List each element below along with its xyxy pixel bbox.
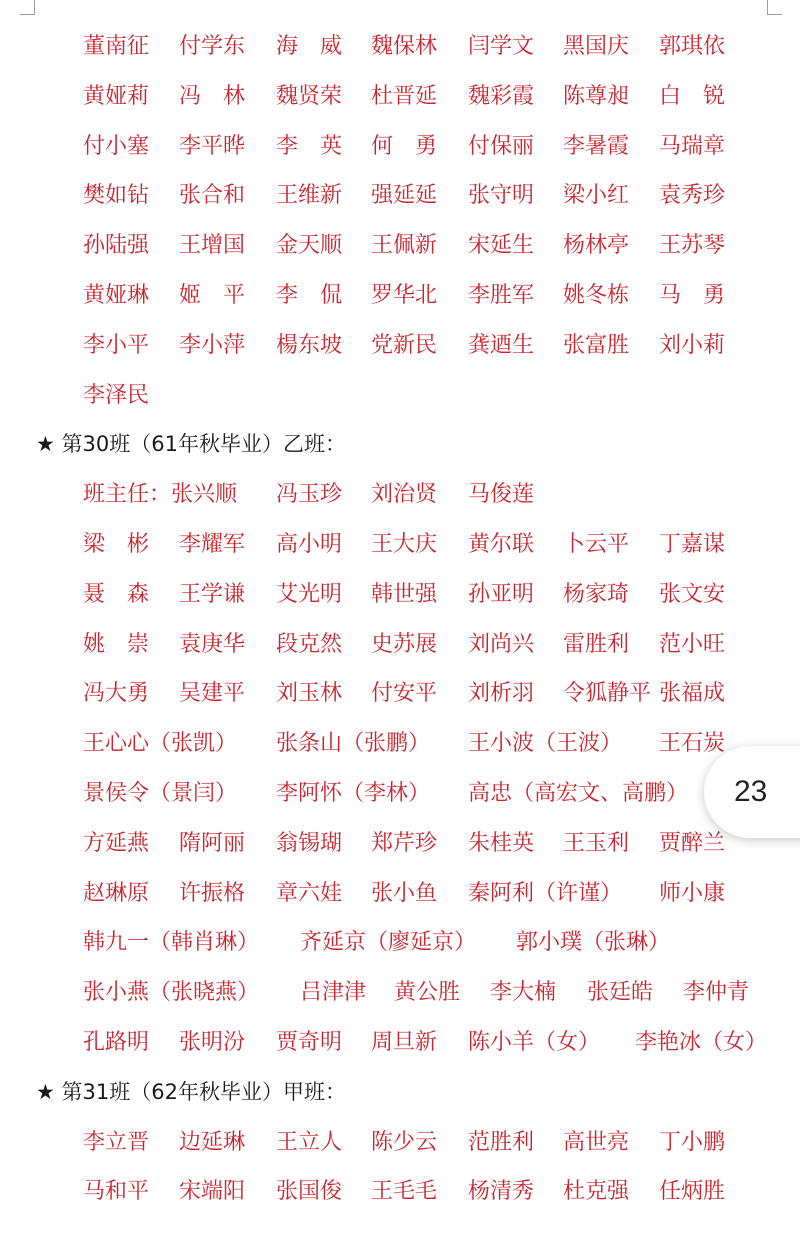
student-name: 李胜军 bbox=[468, 282, 535, 308]
student-name: 冯玉珍 bbox=[276, 482, 343, 508]
name-list-document bbox=[0, 22, 800, 1217]
name-row bbox=[0, 122, 800, 172]
student-name: 陈尊昶 bbox=[563, 83, 630, 109]
student-name: 李立晋 bbox=[83, 1129, 150, 1155]
student-name: 袁庚华 bbox=[179, 631, 246, 657]
student-name: 李大楠 bbox=[490, 980, 557, 1006]
student-name: 李暑霞 bbox=[563, 133, 630, 159]
student-name: 韩世强 bbox=[371, 581, 438, 607]
student-name: 王毛毛 bbox=[371, 1179, 438, 1205]
student-name: 何 勇 bbox=[371, 133, 438, 159]
student-name: 魏保林 bbox=[371, 34, 438, 59]
student-name: 龚迺生 bbox=[468, 332, 535, 358]
student-name: 艾光明 bbox=[276, 581, 343, 607]
student-name: 贾奇明 bbox=[276, 1029, 343, 1055]
student-name: 张廷皓 bbox=[587, 980, 654, 1006]
section-heading-row bbox=[0, 1068, 800, 1118]
student-name: 李艳冰（女） bbox=[635, 1029, 768, 1055]
student-name: 陈少云 bbox=[371, 1129, 438, 1155]
name-row bbox=[0, 171, 800, 221]
student-name: 张福成 bbox=[659, 681, 726, 707]
student-name: 楊东坡 bbox=[276, 332, 343, 358]
student-name: 张富胜 bbox=[563, 332, 630, 358]
student-name: 李阿怀（李林） bbox=[276, 780, 431, 806]
student-name: 周旦新 bbox=[371, 1029, 438, 1055]
student-name: 郭琪依 bbox=[659, 34, 726, 59]
name-row bbox=[0, 769, 800, 819]
name-row bbox=[0, 1118, 800, 1168]
student-name: 杨清秀 bbox=[468, 1179, 535, 1205]
student-name: 高忠（高宏文、高鹏） bbox=[468, 780, 689, 806]
student-name: 杨家琦 bbox=[563, 581, 630, 607]
student-name: 王大庆 bbox=[371, 531, 438, 557]
student-name: 李小平 bbox=[83, 332, 150, 358]
student-name: 令狐静平 bbox=[563, 681, 652, 707]
student-name: 李仲青 bbox=[683, 980, 750, 1006]
student-name: 张条山（张鹏） bbox=[276, 731, 431, 757]
student-name: 边延琳 bbox=[179, 1129, 246, 1155]
student-name: 高小明 bbox=[276, 531, 343, 557]
name-row bbox=[0, 72, 800, 122]
student-name: 刘尚兴 bbox=[468, 631, 535, 657]
student-name: 刘小莉 bbox=[659, 332, 726, 358]
student-name: 许振格 bbox=[179, 880, 246, 906]
student-name: 秦阿利（许谨） bbox=[468, 880, 623, 906]
name-row bbox=[0, 271, 800, 321]
student-name: 张小鱼 bbox=[371, 880, 438, 906]
student-name: 魏彩霞 bbox=[468, 83, 535, 109]
student-name: 王玉利 bbox=[563, 830, 630, 856]
student-name: 付保丽 bbox=[468, 133, 535, 159]
student-name: 雷胜利 bbox=[563, 631, 630, 657]
student-name: 刘析羽 bbox=[468, 681, 535, 707]
page-corner-mark-right bbox=[767, 0, 782, 15]
name-row bbox=[0, 1018, 800, 1068]
student-name: 李小萍 bbox=[179, 332, 246, 358]
student-name: 姬 平 bbox=[179, 282, 246, 308]
student-name: 郭小璞（张琳） bbox=[516, 930, 671, 956]
class-section-heading: ★ 第31班（62年秋毕业）甲班： bbox=[36, 1079, 346, 1104]
student-name: 付安平 bbox=[371, 681, 438, 707]
student-name: 王立人 bbox=[276, 1129, 343, 1155]
student-name: 丁嘉谋 bbox=[659, 531, 726, 557]
name-row bbox=[0, 321, 800, 371]
student-name: 范胜利 bbox=[468, 1129, 535, 1155]
student-name: 张合和 bbox=[179, 183, 246, 209]
student-name: 张守明 bbox=[468, 183, 535, 209]
student-name: 贾醉兰 bbox=[659, 830, 726, 856]
student-name: 张文安 bbox=[659, 581, 726, 607]
name-row bbox=[0, 221, 800, 271]
student-name: 黄娅琳 bbox=[83, 282, 150, 308]
student-name: 刘玉林 bbox=[276, 681, 343, 707]
student-name: 樊如钻 bbox=[83, 183, 150, 209]
student-name: 宋端阳 bbox=[179, 1179, 246, 1205]
name-row bbox=[0, 719, 800, 769]
student-name: 王心心（张凯） bbox=[83, 731, 238, 757]
student-name: 刘治贤 bbox=[371, 482, 438, 508]
student-name: 王石炭 bbox=[659, 731, 726, 757]
student-name: 章六娃 bbox=[276, 880, 343, 906]
page-number: 23 bbox=[734, 775, 768, 808]
name-row bbox=[0, 570, 800, 620]
student-name: 姚 崇 bbox=[83, 631, 150, 657]
student-name: 强延延 bbox=[371, 183, 438, 209]
student-name: 白 锐 bbox=[659, 83, 726, 109]
student-name: 郑芹珍 bbox=[371, 830, 438, 856]
student-name: 付学东 bbox=[179, 34, 246, 59]
student-name: 翁锡瑚 bbox=[276, 830, 343, 856]
student-name: 黄娅莉 bbox=[83, 83, 150, 109]
student-name: 齐延京（廖延京） bbox=[300, 930, 477, 956]
student-name: 王维新 bbox=[276, 183, 343, 209]
student-name: 王小波（王波） bbox=[468, 731, 623, 757]
student-name: 袁秀珍 bbox=[659, 183, 726, 209]
student-name: 杜克强 bbox=[563, 1179, 630, 1205]
student-name: 冯 林 bbox=[179, 83, 246, 109]
student-name: 孙陆强 bbox=[83, 233, 150, 259]
student-name: 冯大勇 bbox=[83, 681, 150, 707]
student-name: 高世亮 bbox=[563, 1129, 630, 1155]
student-name: 吕津津 bbox=[300, 980, 367, 1006]
student-name: 范小旺 bbox=[659, 631, 726, 657]
student-name: 金天顺 bbox=[276, 233, 343, 259]
student-name: 吴建平 bbox=[179, 681, 246, 707]
student-name: 朱桂英 bbox=[468, 830, 535, 856]
student-name: 马瑞章 bbox=[659, 133, 726, 159]
student-name: 任炳胜 bbox=[659, 1179, 726, 1205]
student-name: 史苏展 bbox=[371, 631, 438, 657]
student-name: 王学谦 bbox=[179, 581, 246, 607]
name-row bbox=[0, 620, 800, 670]
student-name: 李 侃 bbox=[276, 282, 343, 308]
student-name: 韩九一（韩肖琳） bbox=[83, 930, 260, 956]
student-name: 卜云平 bbox=[563, 531, 630, 557]
student-name: 魏贤荣 bbox=[276, 83, 343, 109]
name-row bbox=[0, 470, 800, 520]
student-name: 张国俊 bbox=[276, 1179, 343, 1205]
student-name: 王苏琴 bbox=[659, 233, 726, 259]
student-name: 海 威 bbox=[276, 34, 343, 59]
name-row bbox=[0, 1167, 800, 1217]
student-name: 方延燕 bbox=[83, 830, 150, 856]
student-name: 班主任：张兴顺 bbox=[83, 482, 238, 508]
student-name: 丁小鹏 bbox=[659, 1129, 726, 1155]
student-name: 马 勇 bbox=[659, 282, 726, 308]
page-number-badge[interactable] bbox=[704, 746, 800, 838]
name-row bbox=[0, 22, 800, 72]
student-name: 梁小红 bbox=[563, 183, 630, 209]
student-name: 闫学文 bbox=[468, 34, 535, 59]
class-section-heading: ★ 第30班（61年秋毕业）乙班： bbox=[36, 432, 346, 457]
student-name: 宋延生 bbox=[468, 233, 535, 259]
name-row bbox=[0, 520, 800, 570]
student-name: 李泽民 bbox=[83, 382, 150, 408]
student-name: 赵琳原 bbox=[83, 880, 150, 906]
student-name: 黑国庆 bbox=[563, 34, 630, 59]
student-name: 孔路明 bbox=[83, 1029, 150, 1055]
student-name: 杜晋延 bbox=[371, 83, 438, 109]
student-name: 黄公胜 bbox=[394, 980, 461, 1006]
student-name: 王佩新 bbox=[371, 233, 438, 259]
student-name: 黄尔联 bbox=[468, 531, 535, 557]
student-name: 李 英 bbox=[276, 133, 343, 159]
name-row bbox=[0, 819, 800, 869]
name-row bbox=[0, 918, 800, 968]
student-name: 聂 森 bbox=[83, 581, 150, 607]
student-name: 罗华北 bbox=[371, 282, 438, 308]
name-row bbox=[0, 669, 800, 719]
student-name: 张明汾 bbox=[179, 1029, 246, 1055]
page-corner-mark-left bbox=[20, 0, 35, 15]
student-name: 董南征 bbox=[83, 34, 150, 59]
student-name: 杨林亭 bbox=[563, 233, 630, 259]
student-name: 段克然 bbox=[276, 631, 343, 657]
student-name: 张小燕（张晓燕） bbox=[83, 980, 260, 1006]
student-name: 梁 彬 bbox=[83, 531, 150, 557]
student-name: 马和平 bbox=[83, 1179, 150, 1205]
student-name: 师小康 bbox=[659, 880, 726, 906]
student-name: 付小塞 bbox=[83, 133, 150, 159]
student-name: 李耀军 bbox=[179, 531, 246, 557]
name-row bbox=[0, 869, 800, 919]
student-name: 陈小羊（女） bbox=[468, 1029, 601, 1055]
section-heading-row bbox=[0, 420, 800, 470]
student-name: 马俊莲 bbox=[468, 482, 535, 508]
name-row bbox=[0, 371, 800, 421]
student-name: 景侯令（景闫） bbox=[83, 780, 238, 806]
student-name: 王增国 bbox=[179, 233, 246, 259]
student-name: 隋阿丽 bbox=[179, 830, 246, 856]
student-name: 姚冬栋 bbox=[563, 282, 630, 308]
student-name: 李平晔 bbox=[179, 133, 246, 159]
name-row bbox=[0, 968, 800, 1018]
student-name: 党新民 bbox=[371, 332, 438, 358]
student-name: 孙亚明 bbox=[468, 581, 535, 607]
